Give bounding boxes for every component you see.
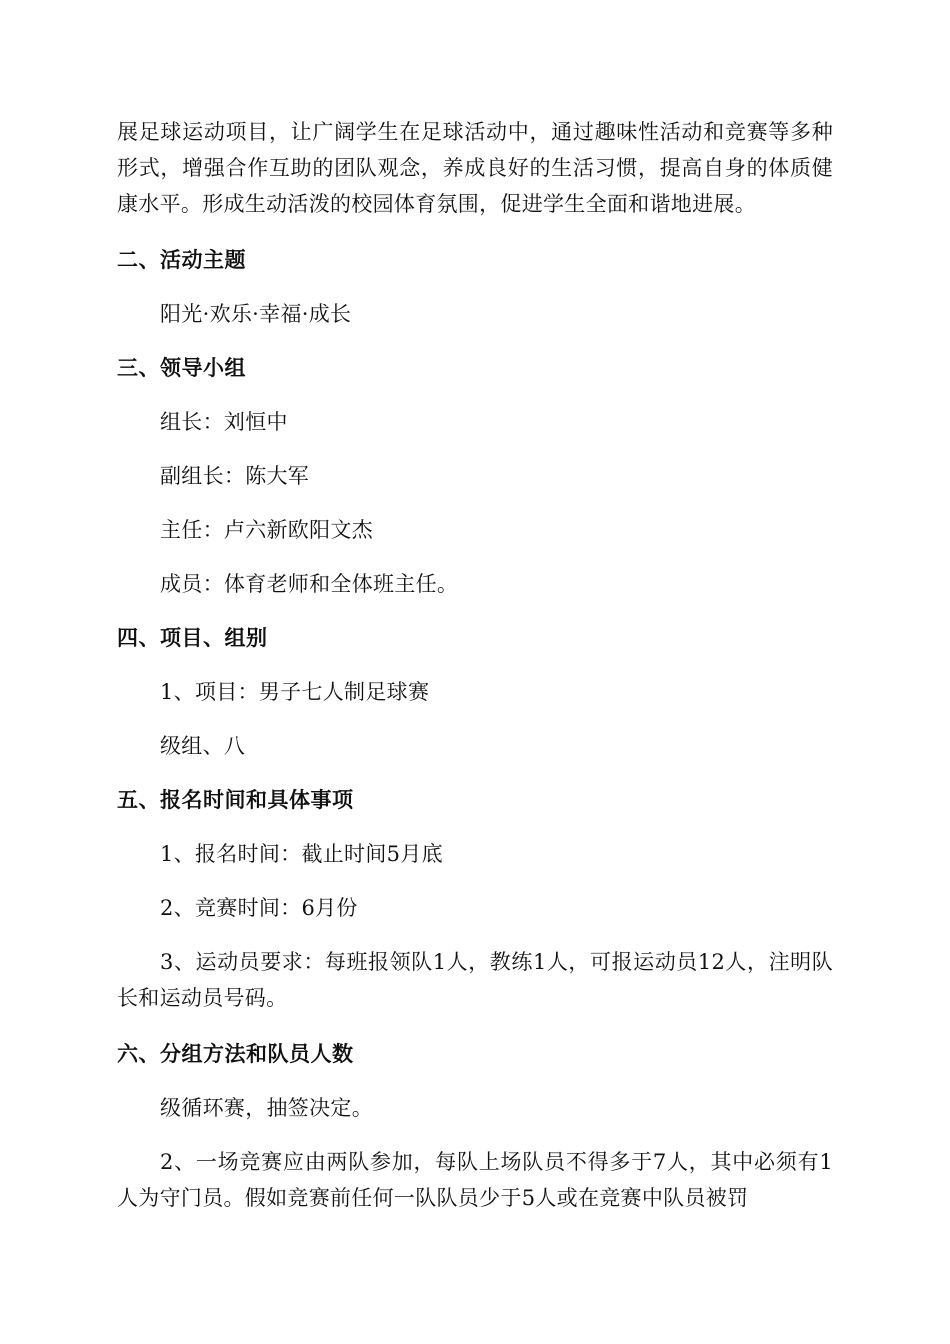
athlete-requirements-paragraph: 3、运动员要求：每班报领队1人，教练1人，可报运动员12人，注明队长和运动员号码。 — [117, 950, 833, 1010]
section-heading-registration: 五、报名时间和具体事项 — [117, 788, 354, 812]
event-item-1: 1、项目：男子七人制足球赛 — [160, 680, 430, 704]
section-heading-activity-theme: 二、活动主题 — [117, 248, 246, 272]
deputy-leader-line: 副组长：陈大军 — [160, 464, 310, 488]
leader-line: 组长：刘恒中 — [160, 410, 288, 434]
section-heading-leadership-group: 三、领导小组 — [117, 356, 246, 380]
grouping-item-2-paragraph: 2、一场竞赛应由两队参加，每队上场队员不得多于7人，其中必须有1人为守门员。假如竞赛前任何一队队员少于5人或在竞赛中队员被罚 — [117, 1150, 833, 1210]
event-item-2: 级组、八 — [160, 734, 246, 758]
members-line: 成员：体育老师和全体班主任。 — [160, 572, 459, 596]
section-heading-grouping-method: 六、分组方法和队员人数 — [117, 1042, 354, 1066]
registration-time-line: 1、报名时间：截止时间5月底 — [160, 842, 443, 866]
competition-time-line: 2、竞赛时间：6月份 — [160, 896, 358, 920]
intro-paragraph: 展足球运动项目，让广阔学生在足球活动中，通过趣味性活动和竞赛等多种形式，增强合作互助的团队观念，养成良好的生活习惯，提高自身的体质健康水平。形成生动活泼的校园体育氛围，促进学生全面和谐地进展。 — [117, 120, 833, 216]
grouping-item-1: 级循环赛，抽签决定。 — [160, 1096, 373, 1120]
activity-theme-text: 阳光·欢乐·幸福·成长 — [160, 302, 352, 326]
director-line: 主任：卢六新欧阳文杰 — [160, 518, 373, 542]
section-heading-events-groups: 四、项目、组别 — [117, 626, 268, 650]
